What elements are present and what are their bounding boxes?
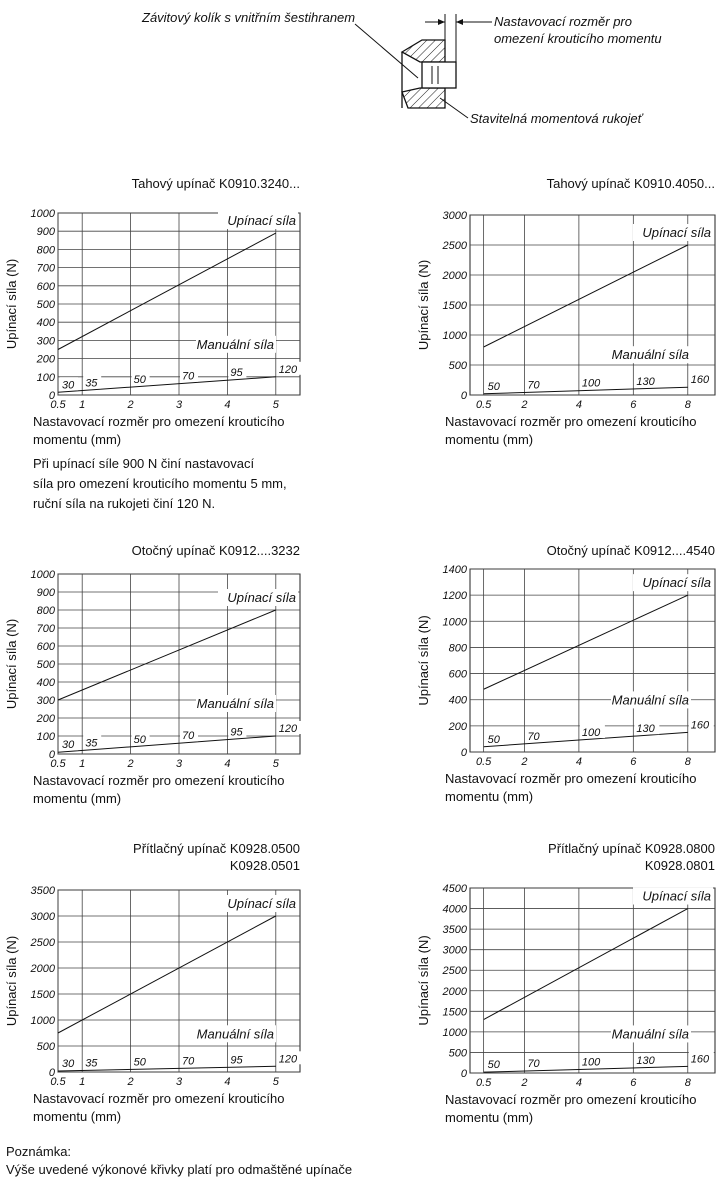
manual-value-label: 70 — [527, 1058, 540, 1071]
handle-upper-section — [402, 40, 445, 62]
x-tick-label: 0.5 — [475, 399, 492, 411]
handle-lower-section — [402, 88, 445, 108]
x-tick-label: 0.5 — [475, 1077, 492, 1089]
x-tick-label: 1 — [79, 1076, 86, 1088]
x-tick-label: 4 — [224, 399, 231, 411]
manual-force-label: Manuální síla — [196, 696, 274, 711]
manual-value-label: 70 — [182, 730, 195, 743]
clamping-force-label: Upínací síla — [642, 888, 711, 904]
x-tick-label: 2 — [521, 399, 528, 411]
y-tick-label: 3500 — [442, 924, 467, 937]
manual-value-label: 100 — [581, 1056, 601, 1069]
x-tick-label: 5 — [272, 1076, 279, 1088]
y-tick-label: 1200 — [442, 590, 467, 603]
manual-value-label: 70 — [527, 730, 540, 743]
y-tick-label: 1500 — [442, 1006, 467, 1019]
y-tick-label: 200 — [36, 713, 55, 725]
manual-value-label: 160 — [690, 719, 710, 732]
x-axis-label: Nastavovací rozměr pro omezení krouticího momentu (mm) — [33, 773, 285, 806]
x-tick-label: 0.5 — [50, 1076, 66, 1088]
x-axis-label: Nastavovací rozměr pro omezení krouticího momentu (mm) — [445, 771, 697, 804]
x-tick-label: 8 — [684, 1077, 691, 1089]
y-tick-label: 1000 — [30, 208, 55, 220]
y-tick-label: 600 — [36, 641, 55, 653]
y-tick-label: 700 — [36, 623, 55, 635]
pin-label: Závitový kolík s vnitřním šestihranem — [142, 10, 356, 25]
clamping-force-label: Upínací síla — [642, 225, 711, 240]
manual-value-label: 30 — [62, 379, 75, 392]
clamping-force-label: Upínací síla — [227, 213, 296, 229]
y-axis-label: Upínací síla (N) — [4, 618, 19, 710]
y-tick-label: 600 — [36, 280, 55, 293]
x-tick-label: 0.5 — [475, 756, 492, 768]
handle-label: Stavitelná momentová rukojeť — [470, 111, 643, 126]
y-tick-label: 4500 — [442, 883, 467, 895]
manual-value-label: 95 — [230, 726, 243, 739]
y-tick-label: 600 — [448, 668, 467, 681]
set-screw — [422, 62, 456, 88]
manual-value-label: 130 — [636, 375, 655, 388]
chart-push-clamp-0800 — [400, 840, 727, 1130]
x-tick-label: 3 — [175, 758, 183, 770]
x-tick-label: 4 — [575, 399, 582, 411]
y-axis-label: Upínací síla (N) — [4, 935, 19, 1027]
y-tick-label: 100 — [36, 371, 55, 384]
clamping-force-line — [58, 916, 276, 1033]
y-tick-label: 1000 — [30, 569, 55, 581]
manual-value-label: 160 — [690, 1053, 710, 1066]
x-axis-label: Nastavovací rozměr pro omezení krouticího momentu (mm) — [33, 1091, 285, 1124]
setting-label-line2: omezení krouticího momentu — [494, 31, 662, 46]
manual-value-label: 70 — [182, 370, 195, 383]
manual-value-label: 50 — [133, 374, 146, 387]
manual-value-label: 130 — [636, 1054, 655, 1067]
manual-value-label: 70 — [182, 1055, 195, 1068]
clamping-force-line — [484, 595, 688, 689]
y-tick-label: 0 — [460, 747, 467, 759]
x-tick-label: 3 — [175, 1076, 183, 1088]
y-tick-label: 1000 — [442, 330, 467, 342]
manual-value-label: 50 — [133, 733, 146, 746]
y-tick-label: 0 — [460, 390, 467, 402]
y-tick-label: 3500 — [30, 885, 55, 897]
x-tick-label: 2 — [521, 756, 528, 768]
y-axis-label: Upínací síla (N) — [416, 935, 431, 1026]
manual-value-label: 95 — [230, 367, 243, 380]
manual-value-label: 160 — [690, 374, 710, 387]
chart-title: Přítlačný upínač K0928.0500 — [133, 841, 300, 856]
y-tick-label: 2500 — [30, 937, 55, 949]
manual-value-label: 35 — [85, 1057, 98, 1070]
x-tick-label: 2 — [127, 399, 134, 411]
clamping-force-line — [484, 245, 688, 347]
x-tick-label: 3 — [175, 399, 183, 411]
chart-svg — [400, 840, 727, 1130]
manual-force-label: Manuální síla — [196, 1026, 274, 1042]
chart-pull-clamp-3240 — [0, 175, 320, 511]
y-tick-label: 300 — [36, 335, 55, 348]
explanation-line: síla pro omezení krouticího momentu 5 mm, — [33, 476, 287, 491]
manual-value-label: 120 — [278, 1053, 298, 1066]
x-tick-label: 4 — [224, 1076, 231, 1088]
x-tick-label: 6 — [630, 399, 637, 411]
y-tick-label: 1000 — [30, 1015, 55, 1027]
x-tick-label: 5 — [272, 758, 279, 770]
clamping-force-line — [58, 233, 276, 349]
manual-value-label: 50 — [487, 380, 500, 393]
y-tick-label: 2000 — [30, 963, 55, 975]
y-tick-label: 200 — [448, 720, 467, 733]
y-tick-label: 1500 — [442, 300, 467, 312]
x-tick-label: 4 — [575, 1077, 582, 1089]
y-tick-label: 500 — [448, 360, 467, 372]
manual-value-label: 50 — [133, 1056, 146, 1069]
manual-value-label: 100 — [581, 377, 601, 390]
manual-value-label: 35 — [85, 737, 98, 750]
note-heading: Poznámka: — [6, 1144, 72, 1159]
y-tick-label: 0 — [460, 1068, 467, 1080]
chart-title: Tahový upínač K0910.3240... — [131, 176, 300, 191]
x-tick-label: 4 — [575, 756, 582, 768]
y-tick-label: 300 — [36, 695, 55, 707]
y-tick-label: 0 — [48, 749, 55, 761]
x-tick-label: 5 — [272, 399, 279, 411]
chart-svg — [0, 840, 320, 1130]
x-tick-label: 2 — [127, 1076, 134, 1088]
y-tick-label: 1500 — [30, 989, 55, 1001]
manual-value-label: 30 — [62, 739, 75, 752]
y-tick-label: 2500 — [442, 965, 467, 978]
x-tick-label: 1 — [79, 758, 86, 770]
y-axis-label: Upínací síla (N) — [416, 615, 431, 706]
y-tick-label: 500 — [36, 299, 55, 311]
x-tick-label: 1 — [79, 399, 86, 411]
y-tick-label: 700 — [36, 262, 55, 275]
note-text: Výše uvedené výkonové křivky platí pro odmaštěné upínače — [6, 1162, 353, 1177]
clamping-force-label: Upínací síla — [227, 896, 296, 911]
y-tick-label: 2000 — [442, 985, 467, 998]
x-tick-label: 6 — [630, 756, 637, 768]
clamping-force-line — [484, 909, 688, 1020]
manual-force-label: Manuální síla — [611, 347, 689, 363]
x-tick-label: 0.5 — [50, 399, 66, 411]
clamping-force-label: Upínací síla — [642, 575, 711, 591]
manual-value-label: 120 — [278, 723, 298, 735]
y-tick-label: 1000 — [442, 616, 467, 629]
manual-force-label: Manuální síla — [611, 692, 689, 708]
x-tick-label: 8 — [684, 399, 691, 411]
x-tick-label: 6 — [630, 1077, 637, 1089]
y-tick-label: 100 — [36, 731, 55, 743]
y-axis-label: Upínací síla (N) — [416, 259, 431, 351]
y-tick-label: 2500 — [442, 240, 467, 252]
y-tick-label: 400 — [36, 677, 55, 689]
manual-value-label: 50 — [487, 1059, 500, 1072]
manual-value-label: 30 — [62, 1057, 75, 1070]
x-tick-label: 0.5 — [50, 758, 66, 770]
x-axis-label: Nastavovací rozměr pro omezení krouticího momentu (mm) — [445, 414, 697, 447]
chart-push-clamp-0500 — [0, 840, 320, 1130]
y-tick-label: 500 — [36, 1041, 55, 1053]
y-tick-label: 3000 — [442, 210, 467, 222]
y-tick-label: 0 — [48, 390, 55, 402]
y-tick-label: 800 — [36, 605, 55, 617]
y-tick-label: 800 — [36, 244, 55, 257]
x-axis-label: Nastavovací rozměr pro omezení krouticího momentu (mm) — [445, 1092, 697, 1125]
setup-diagram — [0, 0, 727, 150]
setting-label-line1: Nastavovací rozměr pro — [494, 14, 632, 29]
manual-force-label: Manuální síla — [611, 1026, 689, 1042]
y-tick-label: 1400 — [442, 564, 467, 576]
y-axis-label: Upínací síla (N) — [4, 258, 19, 350]
chart-title-line2: K0928.0801 — [644, 858, 715, 873]
manual-value-label: 95 — [230, 1054, 243, 1067]
chart-pull-clamp-4050 — [400, 175, 727, 465]
manual-value-label: 100 — [581, 727, 601, 740]
y-tick-label: 3000 — [442, 944, 467, 957]
chart-title: Otočný upínač K0912....4540 — [546, 543, 715, 558]
y-tick-label: 200 — [36, 353, 55, 366]
plot-frame — [470, 888, 715, 1073]
manual-value-label: 50 — [487, 733, 500, 746]
manual-value-label: 130 — [636, 723, 655, 736]
x-axis-label: Nastavovací rozměr pro omezení krouticího momentu (mm) — [33, 414, 285, 447]
x-tick-label: 8 — [684, 756, 691, 768]
y-tick-label: 1000 — [442, 1026, 467, 1039]
clamping-force-label: Upínací síla — [227, 590, 296, 605]
manual-value-label: 35 — [85, 377, 98, 390]
x-tick-label: 2 — [127, 758, 134, 770]
clamping-force-line — [58, 610, 276, 700]
explanation-line: Při upínací síle 900 N činí nastavovací — [33, 456, 255, 471]
y-tick-label: 400 — [36, 317, 55, 330]
chart-swing-clamp-4540 — [400, 542, 727, 817]
y-tick-label: 4000 — [442, 903, 467, 916]
y-tick-label: 900 — [36, 226, 55, 239]
chart-title: Otočný upínač K0912....3232 — [131, 543, 300, 558]
plot-frame — [470, 569, 715, 752]
chart-swing-clamp-3232 — [0, 542, 320, 817]
y-tick-label: 3000 — [30, 911, 55, 923]
explanation-line: ruční síla na rukojeti činí 120 N. — [33, 496, 216, 511]
y-tick-label: 900 — [36, 587, 55, 599]
chart-title-line2: K0928.0501 — [229, 858, 300, 873]
y-tick-label: 2000 — [442, 270, 467, 282]
y-tick-label: 0 — [48, 1067, 55, 1079]
x-tick-label: 2 — [521, 1077, 528, 1089]
chart-title: Tahový upínač K0910.4050... — [546, 176, 715, 191]
y-tick-label: 800 — [448, 642, 467, 655]
y-tick-label: 400 — [448, 694, 467, 707]
manual-value-label: 70 — [527, 379, 540, 392]
x-tick-label: 4 — [224, 758, 231, 770]
y-tick-label: 500 — [36, 659, 55, 671]
y-tick-label: 500 — [448, 1047, 467, 1060]
manual-force-label: Manuální síla — [196, 336, 274, 352]
manual-value-label: 120 — [278, 363, 298, 376]
chart-title: Přítlačný upínač K0928.0800 — [548, 841, 715, 856]
